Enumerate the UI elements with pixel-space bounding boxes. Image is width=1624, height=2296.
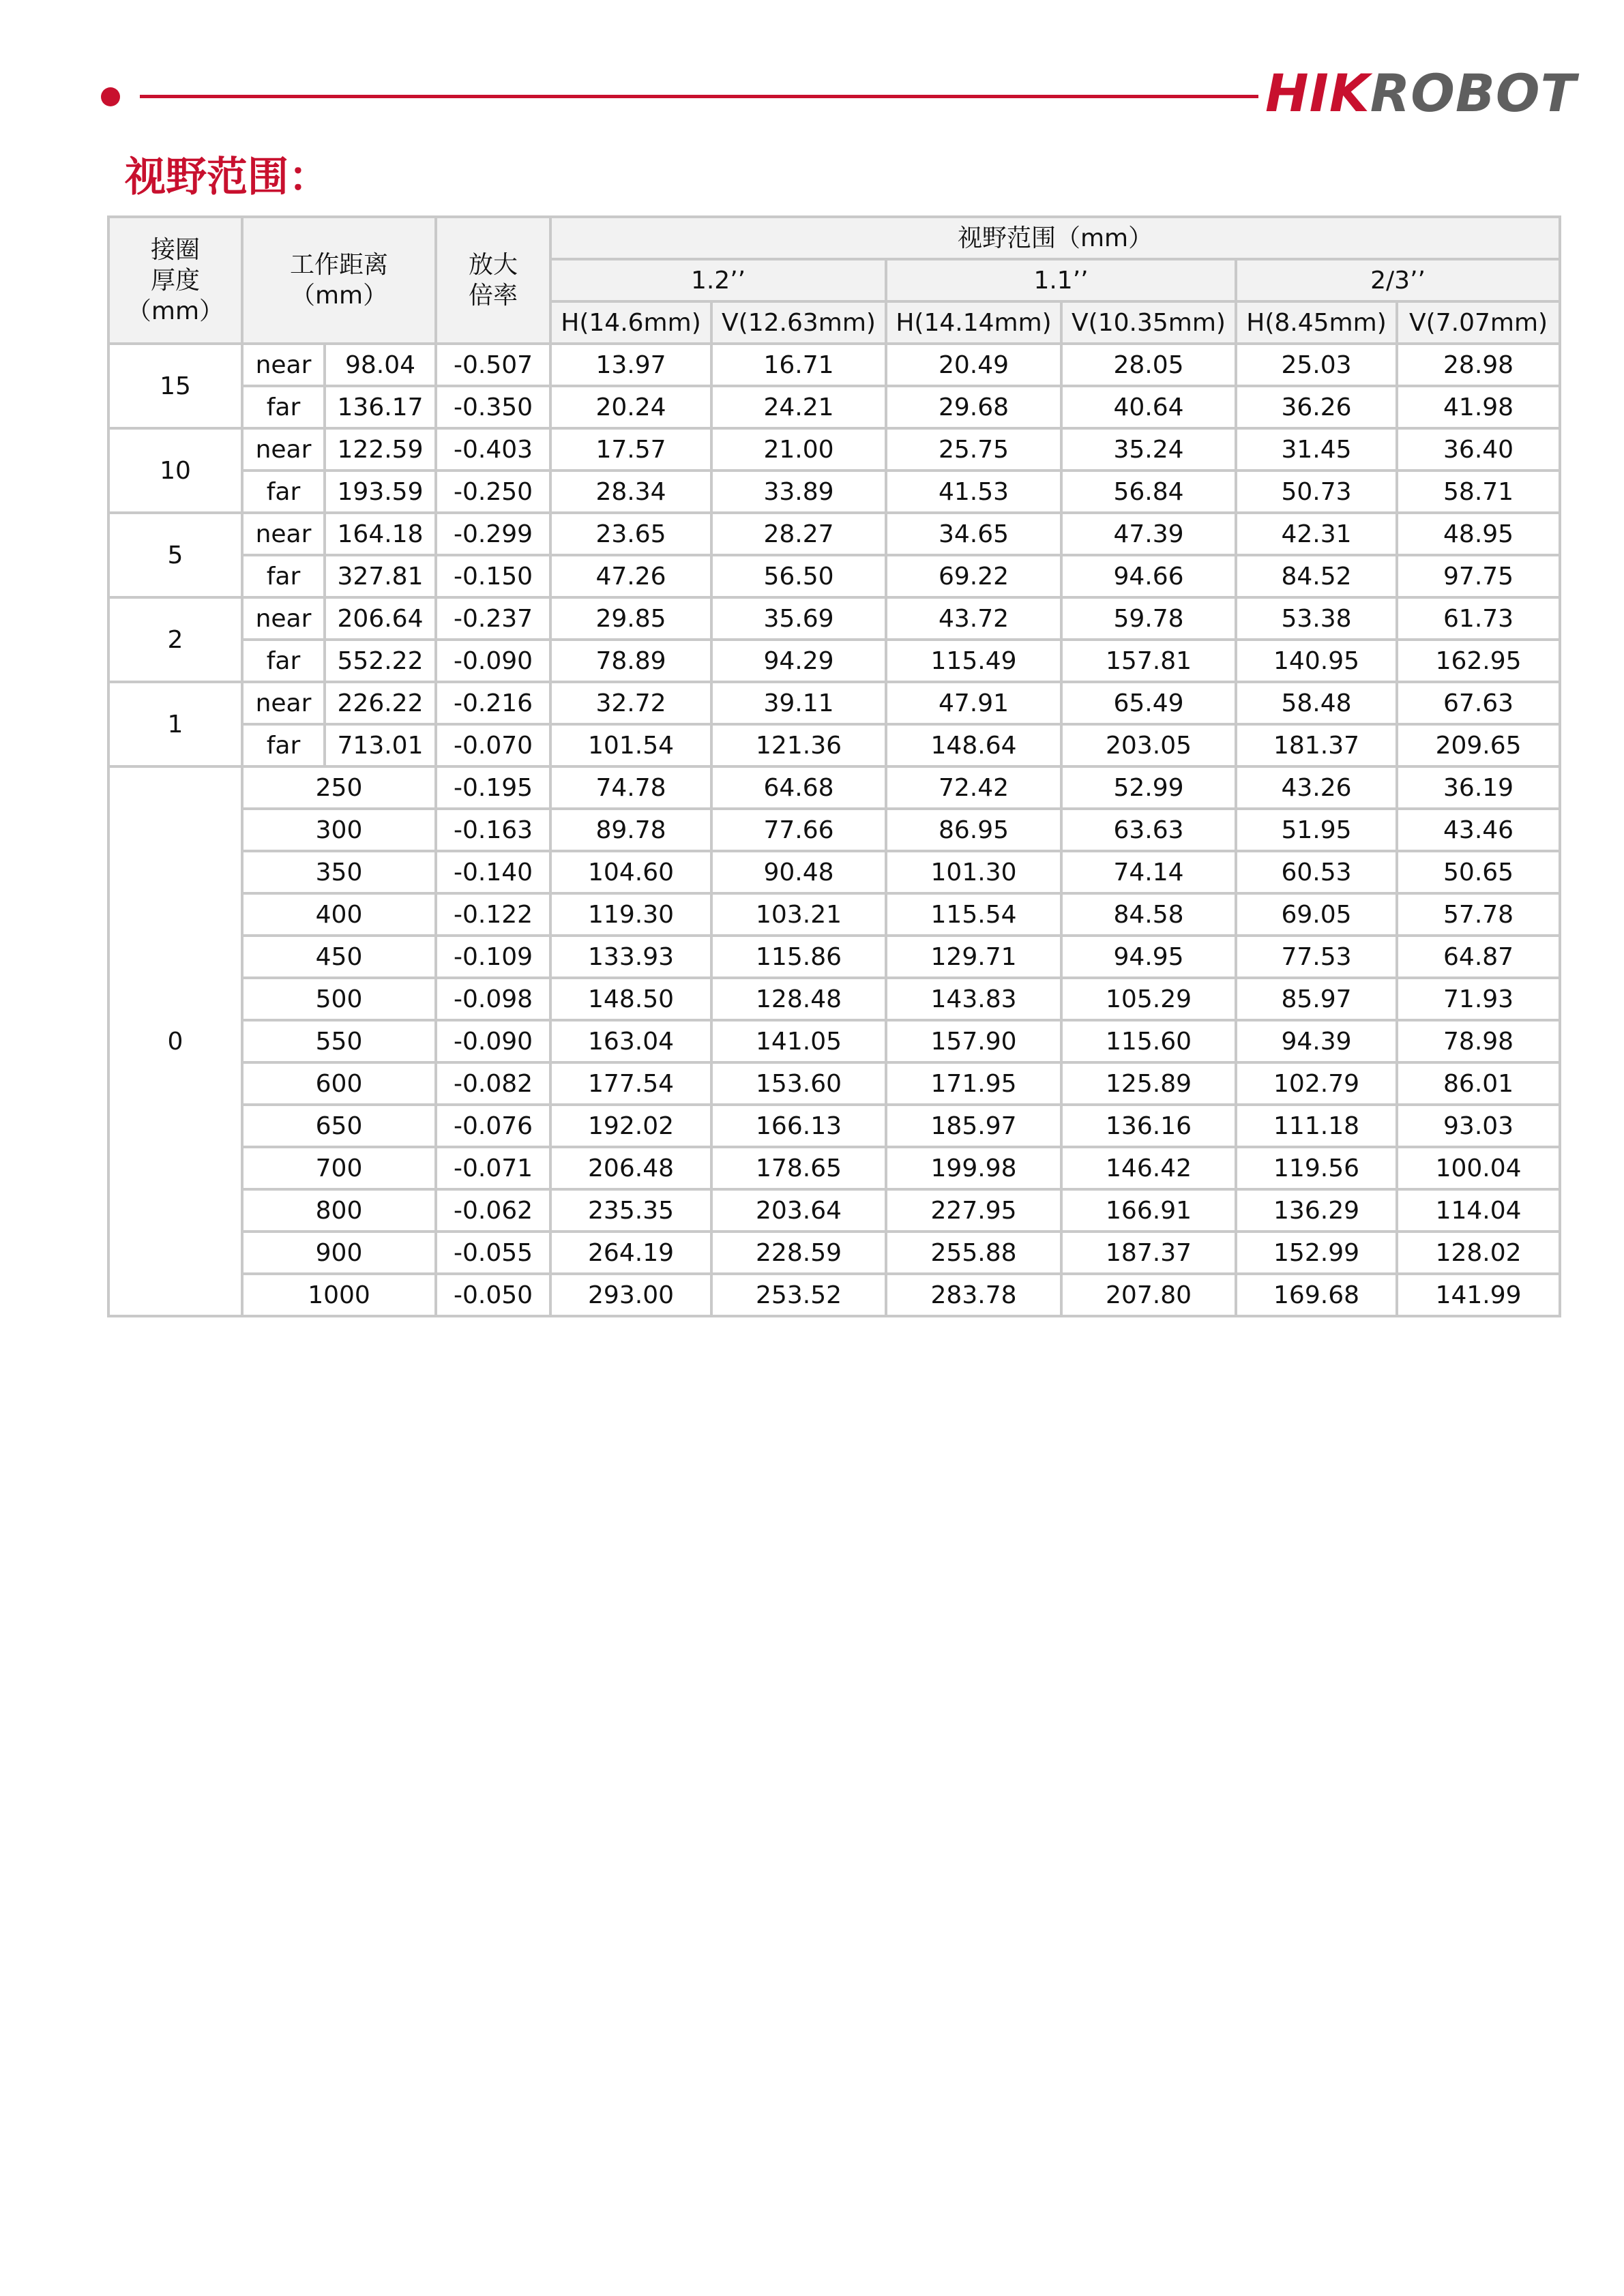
fov-value-cell: 93.03	[1397, 1105, 1560, 1147]
fov-value-cell: 57.78	[1397, 893, 1560, 936]
ring-thickness-cell: 15	[108, 344, 242, 428]
fov-value-cell: 157.90	[886, 1020, 1061, 1062]
fov-value-cell: 61.73	[1397, 597, 1560, 640]
working-distance-cell: 226.22	[325, 682, 436, 724]
magnification-cell: -0.062	[436, 1189, 550, 1232]
sensor-header: 1.2’’	[550, 259, 886, 301]
fov-value-cell: 35.24	[1061, 428, 1236, 471]
fov-value-cell: 102.79	[1236, 1062, 1397, 1105]
near-far-cell: far	[242, 555, 325, 597]
fov-value-cell: 53.38	[1236, 597, 1397, 640]
working-distance-cell: 400	[242, 893, 436, 936]
fov-value-cell: 209.65	[1397, 724, 1560, 766]
fov-value-cell: 115.86	[711, 936, 886, 978]
dimension-header: V(7.07mm)	[1397, 301, 1560, 344]
table-row	[108, 851, 1560, 893]
dimension-header: H(8.45mm)	[1236, 301, 1397, 344]
fov-value-cell: 101.30	[886, 851, 1061, 893]
fov-value-cell: 64.87	[1397, 936, 1560, 978]
fov-value-cell: 28.05	[1061, 344, 1236, 386]
near-far-cell: near	[242, 597, 325, 640]
table-row	[108, 386, 1560, 428]
table-row	[108, 724, 1560, 766]
fov-value-cell: 41.98	[1397, 386, 1560, 428]
table-row	[108, 809, 1560, 851]
fov-value-cell: 94.95	[1061, 936, 1236, 978]
table-row	[108, 597, 1560, 640]
table-row	[108, 893, 1560, 936]
fov-value-cell: 48.95	[1397, 513, 1560, 555]
table-row	[108, 936, 1560, 978]
fov-value-cell: 206.48	[550, 1147, 711, 1189]
table-row	[108, 1020, 1560, 1062]
magnification-cell: -0.098	[436, 978, 550, 1020]
fov-value-cell: 63.63	[1061, 809, 1236, 851]
fov-value-cell: 115.54	[886, 893, 1061, 936]
fov-value-cell: 47.26	[550, 555, 711, 597]
fov-value-cell: 119.30	[550, 893, 711, 936]
fov-value-cell: 203.64	[711, 1189, 886, 1232]
fov-value-cell: 16.71	[711, 344, 886, 386]
working-distance-header: 工作距离 （mm）	[242, 217, 436, 344]
fov-value-cell: 235.35	[550, 1189, 711, 1232]
fov-value-cell: 43.72	[886, 597, 1061, 640]
fov-value-cell: 115.49	[886, 640, 1061, 682]
fov-value-cell: 50.73	[1236, 471, 1397, 513]
fov-value-cell: 86.01	[1397, 1062, 1560, 1105]
fov-value-cell: 89.78	[550, 809, 711, 851]
table-row	[108, 766, 1560, 809]
fov-value-cell: 36.40	[1397, 428, 1560, 471]
near-far-cell: far	[242, 724, 325, 766]
sensor-header: 2/3’’	[1236, 259, 1560, 301]
fov-value-cell: 64.68	[711, 766, 886, 809]
working-distance-cell: 552.22	[325, 640, 436, 682]
logo-hik-text: HIK	[1265, 63, 1370, 123]
magnification-cell: -0.195	[436, 766, 550, 809]
fov-value-cell: 140.95	[1236, 640, 1397, 682]
fov-value-cell: 100.04	[1397, 1147, 1560, 1189]
fov-value-cell: 51.95	[1236, 809, 1397, 851]
field-of-view-table	[107, 215, 1561, 1317]
fov-value-cell: 166.91	[1061, 1189, 1236, 1232]
working-distance-cell: 500	[242, 978, 436, 1020]
near-far-cell: far	[242, 640, 325, 682]
fov-value-cell: 25.75	[886, 428, 1061, 471]
dimension-header: V(12.63mm)	[711, 301, 886, 344]
working-distance-cell: 250	[242, 766, 436, 809]
fov-value-cell: 177.54	[550, 1062, 711, 1105]
magnification-cell: -0.050	[436, 1274, 550, 1316]
fov-value-cell: 56.50	[711, 555, 886, 597]
fov-value-cell: 36.19	[1397, 766, 1560, 809]
ring-thickness-cell: 1	[108, 682, 242, 766]
working-distance-cell: 650	[242, 1105, 436, 1147]
sensor-header: 1.1’’	[886, 259, 1236, 301]
fov-value-cell: 42.31	[1236, 513, 1397, 555]
fov-value-cell: 86.95	[886, 809, 1061, 851]
fov-value-cell: 97.75	[1397, 555, 1560, 597]
working-distance-cell: 713.01	[325, 724, 436, 766]
fov-value-cell: 31.45	[1236, 428, 1397, 471]
magnification-cell: -0.403	[436, 428, 550, 471]
section-title: 视野范围：	[125, 153, 329, 201]
fov-value-cell: 111.18	[1236, 1105, 1397, 1147]
ring-thickness-cell: 5	[108, 513, 242, 597]
ring-thickness-cell: 2	[108, 597, 242, 682]
fov-value-cell: 255.88	[886, 1232, 1061, 1274]
ring-thickness-cell: 0	[108, 766, 242, 1316]
magnification-cell: -0.216	[436, 682, 550, 724]
logo-robot-text: ROBOT	[1370, 63, 1577, 123]
fov-value-cell: 35.69	[711, 597, 886, 640]
working-distance-cell: 193.59	[325, 471, 436, 513]
table-row	[108, 1274, 1560, 1316]
near-far-cell: near	[242, 513, 325, 555]
working-distance-cell: 206.64	[325, 597, 436, 640]
fov-value-cell: 72.42	[886, 766, 1061, 809]
fov-value-cell: 74.14	[1061, 851, 1236, 893]
fov-value-cell: 84.58	[1061, 893, 1236, 936]
magnification-cell: -0.237	[436, 597, 550, 640]
working-distance-cell: 800	[242, 1189, 436, 1232]
fov-value-cell: 43.46	[1397, 809, 1560, 851]
fov-value-cell: 152.99	[1236, 1232, 1397, 1274]
fov-value-cell: 163.04	[550, 1020, 711, 1062]
fov-value-cell: 17.57	[550, 428, 711, 471]
fov-value-cell: 103.21	[711, 893, 886, 936]
magnification-cell: -0.507	[436, 344, 550, 386]
fov-value-cell: 207.80	[1061, 1274, 1236, 1316]
fov-header: 视野范围（mm）	[550, 217, 1560, 259]
magnification-cell: -0.055	[436, 1232, 550, 1274]
ring-thickness-cell: 10	[108, 428, 242, 513]
fov-value-cell: 65.49	[1061, 682, 1236, 724]
fov-value-cell: 13.97	[550, 344, 711, 386]
fov-value-cell: 157.81	[1061, 640, 1236, 682]
fov-value-cell: 67.63	[1397, 682, 1560, 724]
working-distance-cell: 700	[242, 1147, 436, 1189]
magnification-cell: -0.250	[436, 471, 550, 513]
ring-thickness-header: 接圈 厚度 （mm）	[108, 217, 242, 344]
fov-value-cell: 29.68	[886, 386, 1061, 428]
fov-value-cell: 28.27	[711, 513, 886, 555]
magnification-cell: -0.071	[436, 1147, 550, 1189]
working-distance-cell: 600	[242, 1062, 436, 1105]
fov-value-cell: 136.16	[1061, 1105, 1236, 1147]
fov-value-cell: 41.53	[886, 471, 1061, 513]
fov-value-cell: 59.78	[1061, 597, 1236, 640]
near-far-cell: far	[242, 386, 325, 428]
fov-value-cell: 148.50	[550, 978, 711, 1020]
fov-value-cell: 21.00	[711, 428, 886, 471]
near-far-cell: near	[242, 682, 325, 724]
fov-value-cell: 283.78	[886, 1274, 1061, 1316]
table-row	[108, 682, 1560, 724]
magnification-cell: -0.150	[436, 555, 550, 597]
fov-value-cell: 104.60	[550, 851, 711, 893]
fov-value-cell: 77.53	[1236, 936, 1397, 978]
fov-value-cell: 85.97	[1236, 978, 1397, 1020]
fov-value-cell: 203.05	[1061, 724, 1236, 766]
table-row	[108, 978, 1560, 1020]
hikrobot-logo	[1265, 63, 1577, 124]
fov-value-cell: 25.03	[1236, 344, 1397, 386]
fov-value-cell: 115.60	[1061, 1020, 1236, 1062]
magnification-cell: -0.122	[436, 893, 550, 936]
magnification-cell: -0.350	[436, 386, 550, 428]
fov-value-cell: 125.89	[1061, 1062, 1236, 1105]
fov-value-cell: 50.65	[1397, 851, 1560, 893]
table-row	[108, 344, 1560, 386]
fov-value-cell: 94.39	[1236, 1020, 1397, 1062]
fov-value-cell: 171.95	[886, 1062, 1061, 1105]
fov-value-cell: 56.84	[1061, 471, 1236, 513]
fov-value-cell: 141.05	[711, 1020, 886, 1062]
fov-value-cell: 293.00	[550, 1274, 711, 1316]
fov-value-cell: 199.98	[886, 1147, 1061, 1189]
fov-value-cell: 129.71	[886, 936, 1061, 978]
working-distance-cell: 327.81	[325, 555, 436, 597]
table-row	[108, 555, 1560, 597]
table-row	[108, 1105, 1560, 1147]
fov-value-cell: 143.83	[886, 978, 1061, 1020]
fov-value-cell: 141.99	[1397, 1274, 1560, 1316]
fov-value-cell: 47.39	[1061, 513, 1236, 555]
fov-value-cell: 43.26	[1236, 766, 1397, 809]
magnification-cell: -0.163	[436, 809, 550, 851]
fov-value-cell: 128.48	[711, 978, 886, 1020]
working-distance-cell: 122.59	[325, 428, 436, 471]
fov-value-cell: 121.36	[711, 724, 886, 766]
magnification-header: 放大 倍率	[436, 217, 550, 344]
table-row	[108, 1147, 1560, 1189]
fov-value-cell: 162.95	[1397, 640, 1560, 682]
near-far-cell: far	[242, 471, 325, 513]
fov-value-cell: 153.60	[711, 1062, 886, 1105]
fov-value-cell: 90.48	[711, 851, 886, 893]
fov-value-cell: 253.52	[711, 1274, 886, 1316]
fov-value-cell: 74.78	[550, 766, 711, 809]
fov-value-cell: 24.21	[711, 386, 886, 428]
dimension-header: V(10.35mm)	[1061, 301, 1236, 344]
fov-value-cell: 119.56	[1236, 1147, 1397, 1189]
fov-value-cell: 94.66	[1061, 555, 1236, 597]
fov-value-cell: 178.65	[711, 1147, 886, 1189]
fov-value-cell: 20.24	[550, 386, 711, 428]
fov-value-cell: 60.53	[1236, 851, 1397, 893]
fov-value-cell: 148.64	[886, 724, 1061, 766]
near-far-cell: near	[242, 428, 325, 471]
table-row	[108, 471, 1560, 513]
working-distance-cell: 350	[242, 851, 436, 893]
fov-value-cell: 40.64	[1061, 386, 1236, 428]
fov-value-cell: 133.93	[550, 936, 711, 978]
magnification-cell: -0.140	[436, 851, 550, 893]
fov-value-cell: 58.48	[1236, 682, 1397, 724]
fov-value-cell: 71.93	[1397, 978, 1560, 1020]
fov-value-cell: 29.85	[550, 597, 711, 640]
fov-value-cell: 32.72	[550, 682, 711, 724]
magnification-cell: -0.076	[436, 1105, 550, 1147]
fov-value-cell: 28.98	[1397, 344, 1560, 386]
fov-value-cell: 84.52	[1236, 555, 1397, 597]
fov-value-cell: 23.65	[550, 513, 711, 555]
magnification-cell: -0.082	[436, 1062, 550, 1105]
fov-value-cell: 78.89	[550, 640, 711, 682]
fov-value-cell: 20.49	[886, 344, 1061, 386]
table-row	[108, 513, 1560, 555]
fov-value-cell: 264.19	[550, 1232, 711, 1274]
working-distance-cell: 300	[242, 809, 436, 851]
fov-value-cell: 39.11	[711, 682, 886, 724]
dimension-header: H(14.6mm)	[550, 301, 711, 344]
working-distance-cell: 900	[242, 1232, 436, 1274]
working-distance-cell: 164.18	[325, 513, 436, 555]
working-distance-cell: 136.17	[325, 386, 436, 428]
table-row	[108, 1189, 1560, 1232]
fov-value-cell: 169.68	[1236, 1274, 1397, 1316]
fov-value-cell: 181.37	[1236, 724, 1397, 766]
fov-value-cell: 146.42	[1061, 1147, 1236, 1189]
magnification-cell: -0.109	[436, 936, 550, 978]
working-distance-cell: 1000	[242, 1274, 436, 1316]
fov-value-cell: 69.05	[1236, 893, 1397, 936]
fov-value-cell: 34.65	[886, 513, 1061, 555]
working-distance-cell: 450	[242, 936, 436, 978]
fov-value-cell: 28.34	[550, 471, 711, 513]
fov-value-cell: 128.02	[1397, 1232, 1560, 1274]
magnification-cell: -0.070	[436, 724, 550, 766]
table-row	[108, 1232, 1560, 1274]
near-far-cell: near	[242, 344, 325, 386]
fov-value-cell: 136.29	[1236, 1189, 1397, 1232]
fov-value-cell: 105.29	[1061, 978, 1236, 1020]
table-row	[108, 640, 1560, 682]
table-body	[108, 344, 1560, 1316]
magnification-cell: -0.090	[436, 640, 550, 682]
working-distance-cell: 550	[242, 1020, 436, 1062]
fov-value-cell: 185.97	[886, 1105, 1061, 1147]
fov-value-cell: 52.99	[1061, 766, 1236, 809]
fov-value-cell: 227.95	[886, 1189, 1061, 1232]
fov-value-cell: 166.13	[711, 1105, 886, 1147]
fov-value-cell: 77.66	[711, 809, 886, 851]
header-rule	[140, 95, 1258, 98]
fov-value-cell: 94.29	[711, 640, 886, 682]
magnification-cell: -0.299	[436, 513, 550, 555]
working-distance-cell: 98.04	[325, 344, 436, 386]
fov-value-cell: 58.71	[1397, 471, 1560, 513]
fov-value-cell: 69.22	[886, 555, 1061, 597]
dimension-header: H(14.14mm)	[886, 301, 1061, 344]
fov-value-cell: 36.26	[1236, 386, 1397, 428]
table-row	[108, 1062, 1560, 1105]
fov-value-cell: 187.37	[1061, 1232, 1236, 1274]
fov-value-cell: 78.98	[1397, 1020, 1560, 1062]
fov-value-cell: 228.59	[711, 1232, 886, 1274]
fov-value-cell: 114.04	[1397, 1189, 1560, 1232]
fov-value-cell: 33.89	[711, 471, 886, 513]
fov-value-cell: 101.54	[550, 724, 711, 766]
fov-value-cell: 47.91	[886, 682, 1061, 724]
magnification-cell: -0.090	[436, 1020, 550, 1062]
header-bullet-dot	[101, 87, 120, 106]
fov-value-cell: 192.02	[550, 1105, 711, 1147]
table-row	[108, 428, 1560, 471]
